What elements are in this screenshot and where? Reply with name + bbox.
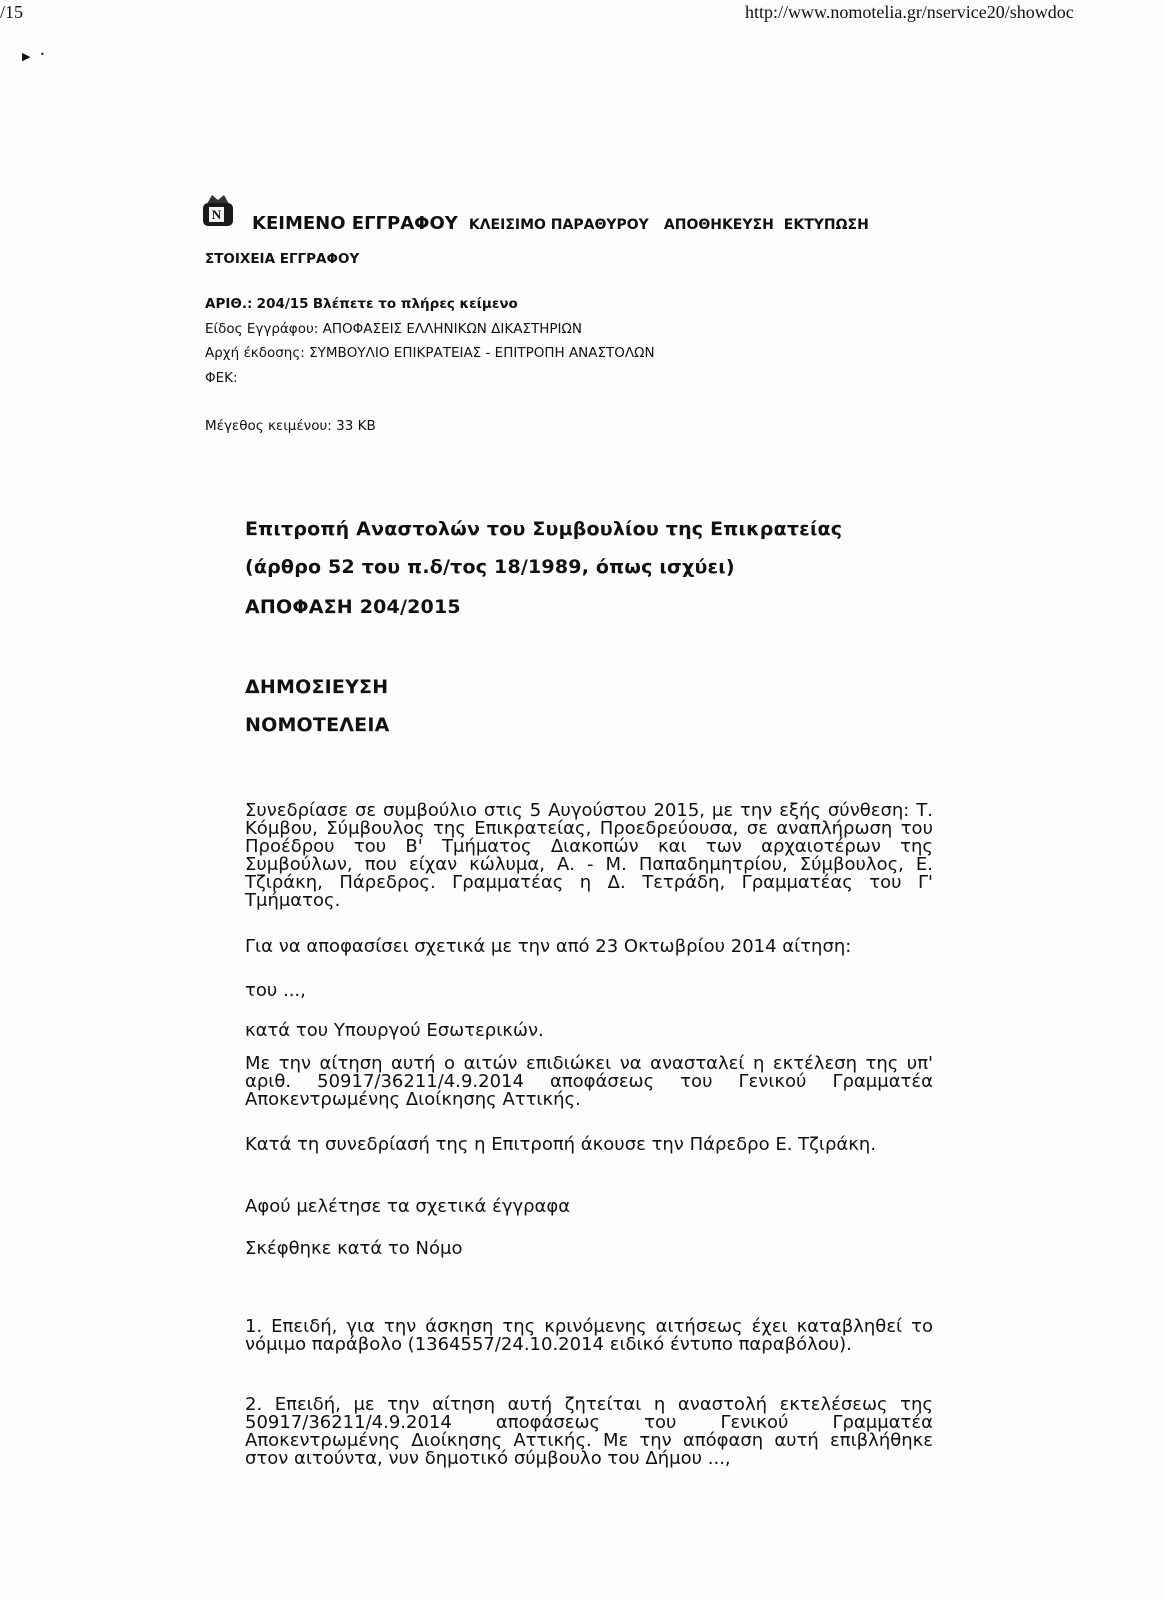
save-link[interactable]: ΑΠΟΘΗΚΕΥΣΗ	[663, 217, 774, 233]
pointer-arrow-icon: ▶	[22, 50, 31, 63]
dot-icon: •	[40, 50, 45, 59]
page-url: http://www.nomotelia.gr/nservice20/showdoc	[745, 2, 1074, 22]
issuer-value: ΣΥΜΒΟΥΛΙΟ ΕΠΙΚΡΑΤΕΙΑΣ - ΕΠΙΤΡΟΠΗ ΑΝΑΣΤΟΛΩΝ	[309, 345, 655, 361]
print-link[interactable]: ΕΚΤΥΠΩΣΗ	[783, 217, 869, 233]
issuer-row	[205, 345, 655, 361]
nomotelia-logo-icon	[200, 192, 236, 228]
point-2-paragraph: 2. Επειδή, με την αίτηση αυτή ζητείται η αναστολή εκτελέσεως της 50917/36211/4.9.2014 αποφάσεως του Γενικού Γραμματέα Αποκεντρωμένης Διοίκησης Αττικής. Με την απόφαση αυτή επιβλήθηκε στον αιτούντα, νυν δημοτικό σύμβουλο του Δήμου ...,	[245, 1394, 933, 1469]
number-label: ΑΡΙΘ.:	[205, 296, 253, 312]
size-value: 33 KB	[336, 418, 376, 434]
composition-paragraph: Συνεδρίασε σε συμβούλιο στις 5 Αυγούστου 2015, με την εξής σύνθεση: Τ. Κόμβου, Σύμβουλος της Επικρατείας, Προεδρεύουσα, σε αναπλήρωση του Προέδρου του Β' Τμήματος Διακοπών και των αρχαιοτέρων της Συμβούλων, που είχαν κώλυμα, Α. - Μ. Παπαδημητρίου, Σύμβουλος, Ε. Τζιράκη, Πάρεδρος. Γραμματέας η Δ. Τετράδη, Γραμματέας του Γ' Τμήματος.	[245, 800, 933, 911]
committee-heading: Επιτροπή Αναστολών του Συμβουλίου της Επικρατείας	[245, 518, 843, 540]
considered-line: Σκέφθηκε κατά το Νόμο	[245, 1238, 463, 1259]
applicant-line: του ...,	[245, 980, 306, 1001]
document-info-heading: ΣΤΟΙΧΕΙΑ ΕΓΓΡΑΦΟΥ	[205, 251, 360, 267]
full-text-link[interactable]: Βλέπετε το πλήρες κείμενο	[312, 296, 518, 312]
request-paragraph: Με την αίτηση αυτή ο αιτών επιδιώκει να ανασταλεί η εκτέλεση της υπ' αριθ. 50917/36211/4.9.2014 αποφάσεως του Γενικού Γραμματέα Αποκεντρωμένης Διοίκησης Αττικής.	[245, 1053, 933, 1110]
source-heading: ΝΟΜΟΤΕΛΕΙΑ	[245, 714, 390, 736]
close-window-link[interactable]: ΚΛΕΙΣΙΜΟ ΠΑΡΑΘΥΡΟΥ	[468, 217, 649, 233]
studied-line: Αφού μελέτησε τα σχετικά έγγραφα	[245, 1196, 571, 1217]
size-row	[205, 418, 376, 434]
point-1-paragraph: 1. Επειδή, για την άσκηση της κρινόμενης αιτήσεως έχει καταβληθεί το νόμιμο παράβολο (1364557/24.10.2014 ειδικό έντυπο παραβόλου).	[245, 1316, 933, 1355]
type-label: Είδος Εγγράφου:	[205, 321, 319, 337]
document-toolbar	[252, 213, 879, 234]
decision-number-heading: ΑΠΟΦΑΣΗ 204/2015	[245, 596, 461, 618]
svg-text:N: N	[211, 207, 222, 222]
issuer-label: Αρχή έκδοσης:	[205, 345, 305, 361]
against-line: κατά του Υπουργού Εσωτερικών.	[245, 1020, 544, 1041]
fek-label: ΦΕΚ:	[205, 370, 238, 386]
hearing-paragraph: Κατά τη συνεδρίασή της η Επιτροπή άκουσε την Πάρεδρο Ε. Τζιράκη.	[245, 1134, 877, 1155]
legal-basis-heading: (άρθρο 52 του π.δ/τος 18/1989, όπως ισχύει)	[245, 556, 735, 578]
document-type-row	[205, 321, 582, 337]
type-value: ΑΠΟΦΑΣΕΙΣ ΕΛΛΗΝΙΚΩΝ ΔΙΚΑΣΤΗΡΙΩΝ	[322, 321, 582, 337]
number-value: 204/15	[256, 296, 309, 312]
publication-heading: ΔΗΜΟΣΙΕΥΣΗ	[245, 676, 389, 698]
application-line: Για να αποφασίσει σχετικά με την από 23 Οκτωβρίου 2014 αίτηση:	[245, 936, 852, 957]
size-label: Μέγεθος κειμένου:	[205, 418, 332, 434]
page-number: /15	[0, 2, 24, 22]
document-number-row	[205, 296, 518, 312]
document-text-title: ΚΕΙΜΕΝΟ ΕΓΓΡΑΦΟΥ	[252, 213, 458, 234]
